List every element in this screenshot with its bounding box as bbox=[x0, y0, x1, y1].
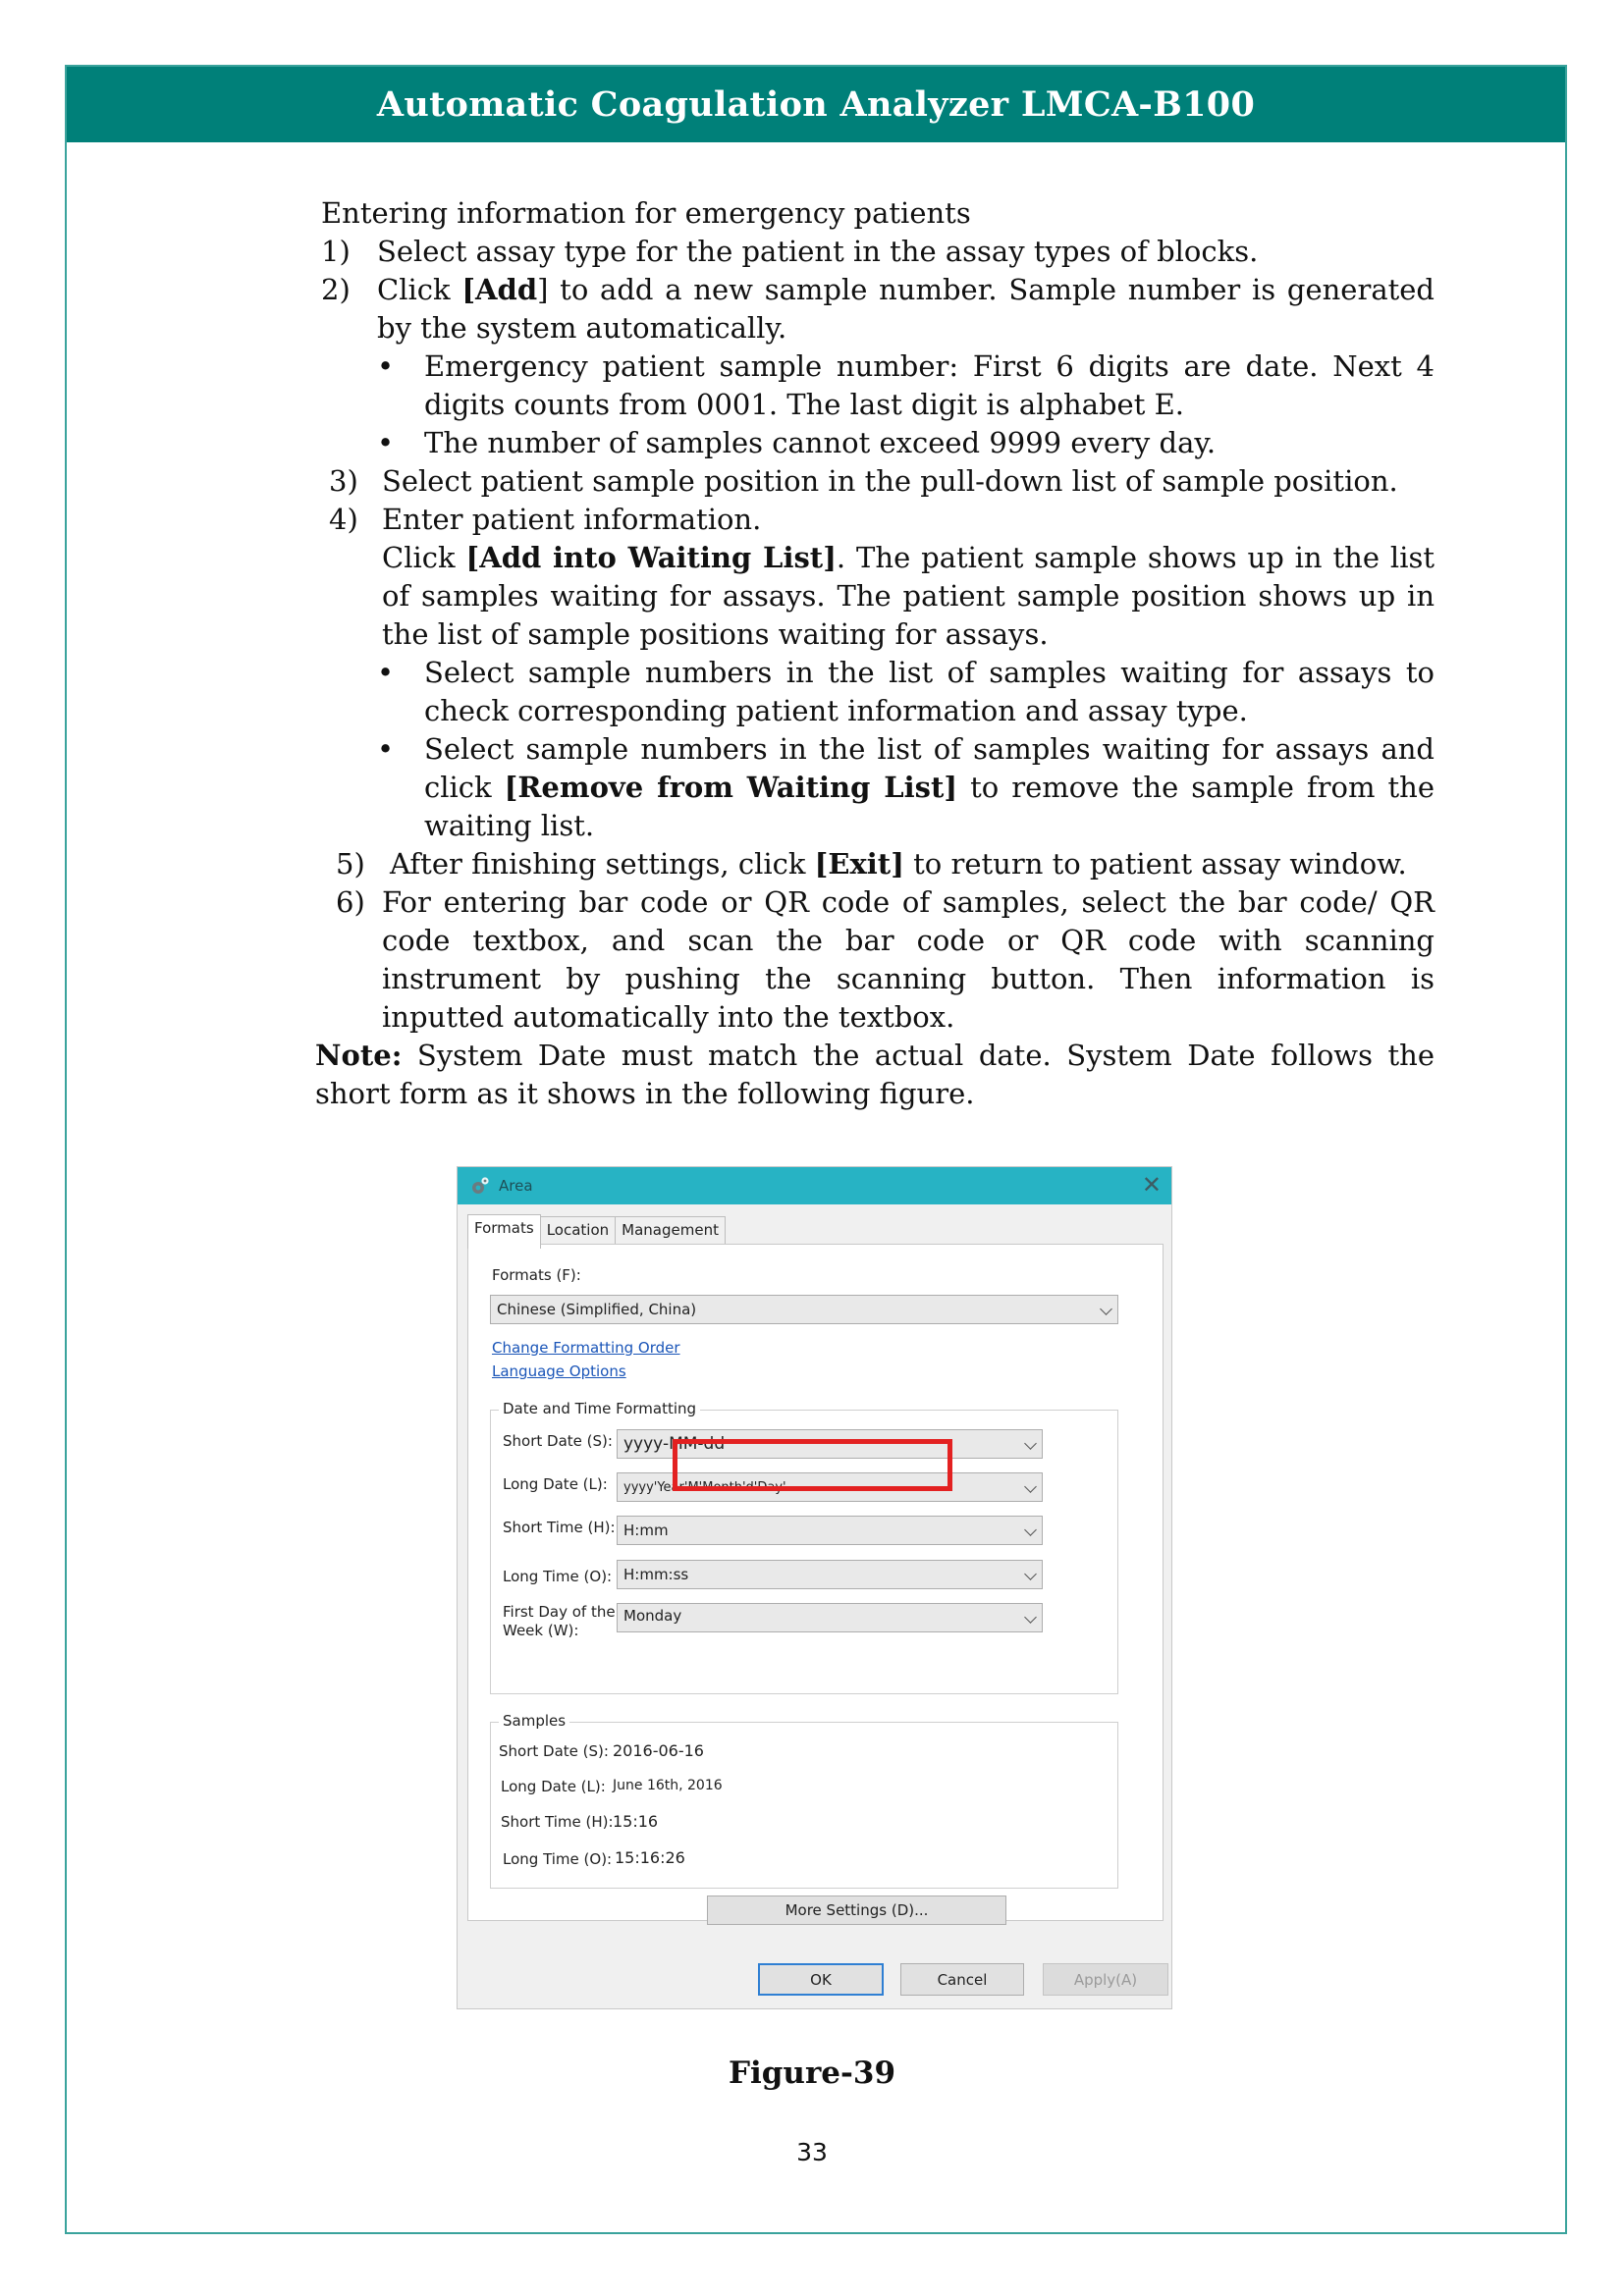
step-text: ] to add a new sample number. Sample number is generated by the system automatically. bbox=[377, 273, 1435, 345]
step-text: Enter patient information. bbox=[382, 503, 762, 536]
apply-button[interactable]: Apply(A) bbox=[1043, 1963, 1168, 1996]
step-number: 4) bbox=[329, 503, 358, 536]
first-day-label bbox=[503, 1603, 616, 1640]
cancel-button[interactable]: Cancel bbox=[900, 1963, 1024, 1996]
chevron-down-icon bbox=[1024, 1568, 1037, 1580]
change-formatting-order-link[interactable]: Change Formatting Order bbox=[492, 1339, 680, 1357]
short-time-label: Short Time (H): bbox=[503, 1519, 616, 1536]
tab-management[interactable]: Management bbox=[615, 1216, 726, 1245]
note-text: System Date must match the actual date. System Date follows the short form as it shows in the following figure. bbox=[315, 1039, 1435, 1110]
document-body bbox=[315, 194, 1435, 1113]
dialog-tabs bbox=[467, 1216, 725, 1244]
remove-from-waiting-list-command: [Remove from Waiting List] bbox=[504, 771, 958, 804]
long-date-label: Long Date (L): bbox=[503, 1475, 608, 1493]
bullet-text: Select sample numbers in the list of samples waiting for assays to check corresponding patient information and assay type. bbox=[424, 656, 1435, 727]
close-icon[interactable]: ✕ bbox=[1141, 1171, 1162, 1199]
tab-formats[interactable]: Formats bbox=[467, 1214, 541, 1249]
long-time-value: H:mm:ss bbox=[623, 1566, 689, 1583]
formats-value: Chinese (Simplified, China) bbox=[497, 1301, 697, 1318]
long-time-label: Long Time (O): bbox=[503, 1568, 613, 1585]
step-text: to return to patient assay window. bbox=[903, 847, 1407, 881]
bullet-text: to remove the sample from the waiting list. bbox=[424, 771, 1435, 842]
bullet-text: Emergency patient sample number: First 6 digits are date. Next 4 digits counts from 0001. The last digit is alphabet E. bbox=[424, 349, 1435, 421]
formats-select[interactable] bbox=[490, 1295, 1118, 1324]
first-day-value: Monday bbox=[623, 1607, 682, 1625]
step-text: Select patient sample position in the pull-down list of sample position. bbox=[382, 464, 1398, 498]
bullet-item bbox=[321, 654, 1435, 730]
sample-long-date-value: June 16th, 2016 bbox=[613, 1778, 723, 1793]
short-time-value: H:mm bbox=[623, 1522, 669, 1539]
step-number: 6) bbox=[336, 885, 365, 919]
step-1 bbox=[321, 233, 1435, 271]
step-number: 5) bbox=[336, 847, 365, 881]
step-number: 2) bbox=[321, 273, 351, 306]
first-day-label-line: Week (W): bbox=[503, 1622, 579, 1639]
figure-caption: Figure-39 bbox=[728, 2056, 896, 2091]
step-number: 1) bbox=[321, 235, 351, 268]
short-time-select[interactable] bbox=[617, 1516, 1043, 1545]
bullet-icon: • bbox=[377, 732, 395, 766]
formats-panel bbox=[467, 1244, 1164, 1921]
group-title: Date and Time Formatting bbox=[499, 1400, 700, 1417]
add-command: [Add bbox=[461, 273, 538, 306]
step-text: Click bbox=[382, 541, 466, 574]
dialog-title: Area bbox=[499, 1177, 533, 1195]
step-number: 3) bbox=[329, 464, 358, 498]
sample-short-time-value: 15:16 bbox=[613, 1812, 659, 1831]
sample-short-time-label: Short Time (H): bbox=[501, 1813, 614, 1831]
bullet-text: The number of samples cannot exceed 9999 every day. bbox=[424, 426, 1217, 459]
step-text: . The patient sample shows up in the list of samples waiting for assays. The patient sample position shows up in the list of sample positions waiting for assays. bbox=[382, 541, 1435, 651]
region-gear-icon bbox=[469, 1175, 491, 1197]
more-settings-button[interactable]: More Settings (D)... bbox=[707, 1896, 1006, 1925]
short-date-highlight-box bbox=[673, 1439, 952, 1491]
note bbox=[315, 1037, 1435, 1113]
formats-label: Formats (F): bbox=[492, 1266, 581, 1284]
step-text: For entering bar code or QR code of samples, select the bar code/ QR code textbox, and scan the bar code or QR code with scanning instrument by pushing the scanning button. Then information is inputted automatically into the textbox. bbox=[382, 885, 1435, 1034]
step-4-paragraph bbox=[321, 539, 1435, 654]
header-title: Automatic Coagulation Analyzer LMCA-B100 bbox=[67, 67, 1565, 142]
step-3 bbox=[321, 462, 1435, 501]
chevron-down-icon bbox=[1024, 1523, 1037, 1536]
exit-command: [Exit] bbox=[814, 847, 904, 881]
short-date-value: yyyy-MM-dd bbox=[623, 1434, 726, 1454]
dialog-titlebar bbox=[458, 1167, 1171, 1204]
sample-long-time-value: 15:16:26 bbox=[615, 1848, 685, 1867]
group-title: Samples bbox=[499, 1712, 569, 1730]
area-dialog-screenshot bbox=[457, 1166, 1172, 2009]
step-2 bbox=[321, 271, 1435, 347]
bullet-item bbox=[321, 347, 1435, 424]
ok-button[interactable]: OK bbox=[758, 1963, 884, 1996]
add-into-waiting-list-command: [Add into Waiting List] bbox=[465, 541, 837, 574]
step-5 bbox=[321, 845, 1435, 883]
short-date-label: Short Date (S): bbox=[503, 1432, 613, 1450]
chevron-down-icon bbox=[1024, 1611, 1037, 1624]
samples-group bbox=[490, 1712, 1118, 1889]
sample-long-date-label: Long Date (L): bbox=[501, 1778, 606, 1795]
note-label: Note: bbox=[315, 1039, 403, 1072]
bullet-item bbox=[321, 424, 1435, 462]
tab-location[interactable]: Location bbox=[540, 1216, 616, 1245]
chevron-down-icon bbox=[1024, 1480, 1037, 1493]
intro-line: Entering information for emergency patients bbox=[321, 196, 971, 230]
long-time-select[interactable] bbox=[617, 1560, 1043, 1589]
page-number: 33 bbox=[796, 2138, 828, 2166]
sample-short-date-value: 2016-06-16 bbox=[613, 1741, 704, 1760]
first-day-select[interactable] bbox=[617, 1603, 1043, 1632]
bullet-text: Select sample numbers in the list of samples waiting for assays and click bbox=[424, 732, 1435, 804]
step-text: Select assay type for the patient in the assay types of blocks. bbox=[377, 235, 1259, 268]
bullet-icon: • bbox=[377, 349, 395, 383]
bullet-icon: • bbox=[377, 426, 395, 459]
chevron-down-icon bbox=[1024, 1437, 1037, 1450]
sample-long-time-label: Long Time (O): bbox=[503, 1850, 613, 1868]
sample-short-date-label: Short Date (S): bbox=[499, 1742, 609, 1760]
step-4 bbox=[321, 501, 1435, 539]
long-date-value: yyyy'Year'M'Month'd'Day' bbox=[623, 1479, 786, 1495]
chevron-down-icon bbox=[1100, 1303, 1112, 1315]
bullet-icon: • bbox=[377, 656, 395, 689]
bullet-item bbox=[321, 730, 1435, 845]
first-day-label-line: First Day of the bbox=[503, 1603, 616, 1621]
step-6 bbox=[321, 883, 1435, 1037]
step-text: Click bbox=[377, 273, 462, 306]
step-text: After finishing settings, click bbox=[390, 847, 815, 881]
language-options-link[interactable]: Language Options bbox=[492, 1362, 626, 1380]
